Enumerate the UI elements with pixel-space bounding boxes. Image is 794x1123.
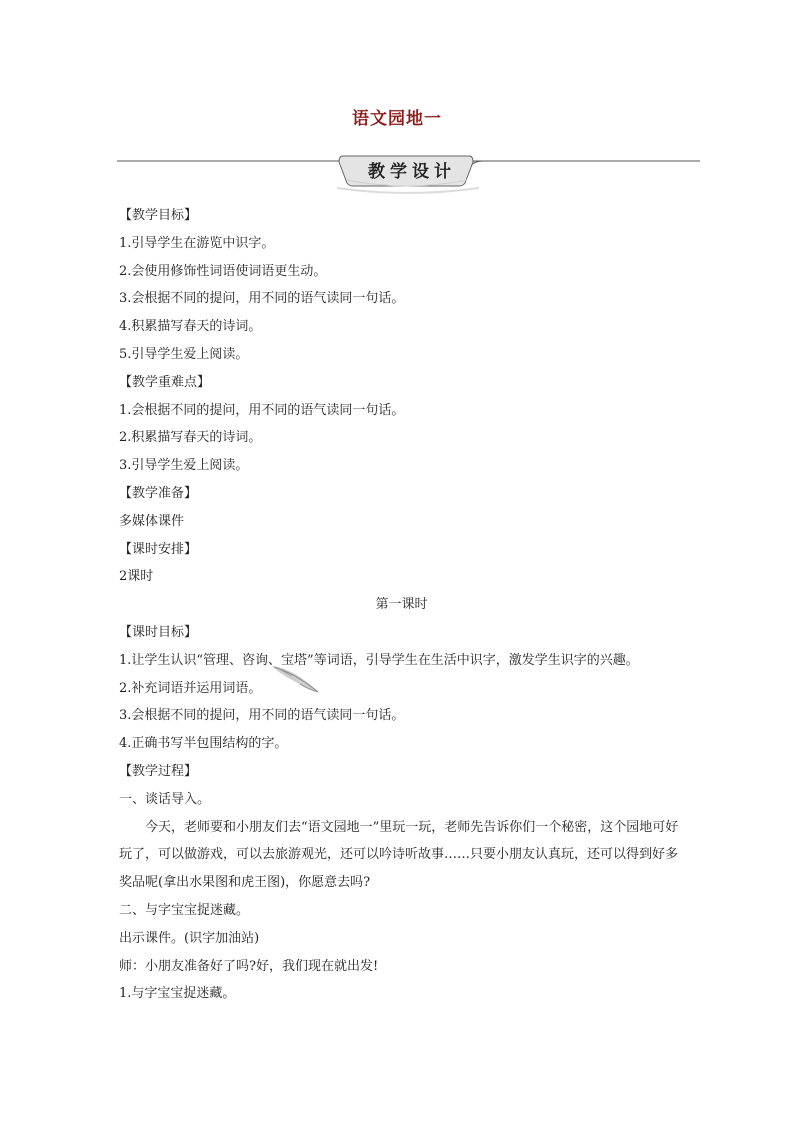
key-item: 3.引导学生爱上阅读。 [119,458,249,474]
key-heading: 【教学重难点】 [119,374,211,390]
lesson-goal-item: 2.补充词语并运用词语。 [119,680,262,696]
teacher-text: 师：小朋友准备好了吗?好，我们现在就出发! [119,958,379,974]
section-banner [117,150,700,195]
lesson-goals-heading: 【课时目标】 [119,624,198,640]
goals-heading: 【教学目标】 [119,208,198,223]
prep-heading: 【教学准备】 [119,485,198,501]
step-heading: 一、谈话导入。 [119,791,211,807]
schedule-heading: 【课时安排】 [119,541,198,557]
goal-item: 5.引导学生爱上阅读。 [119,346,249,362]
key-item: 2.积累描写春天的诗词。 [119,430,262,446]
lesson-goal-item: 4.正确书写半包围结构的字。 [119,736,288,752]
goal-item: 4.积累描写春天的诗词。 [119,319,262,335]
key-item: 1.会根据不同的提问，用不同的语气读同一句话。 [119,402,405,418]
schedule-text: 2课时 [119,569,154,585]
process-heading: 【教学过程】 [119,763,198,779]
lesson-title: 第一课时 [375,597,428,613]
lesson-goal-item: 3.会根据不同的提问，用不同的语气读同一句话。 [119,708,405,724]
banner-text: 教学设计 [368,162,456,182]
document-body [119,202,684,1008]
show-text: 出示课件。(识字加油站) [119,930,260,946]
goal-item: 2.会使用修饰性词语使词语更生动。 [119,263,327,279]
page-title: 语文园地一 [352,109,442,129]
goal-item: 3.会根据不同的提问，用不同的语气读同一句话。 [119,291,405,307]
prep-text: 多媒体课件 [119,513,185,529]
step-heading: 二、与字宝宝捉迷藏。 [119,902,250,918]
lesson-goal-item: 1.让学生认识“管理、咨询、宝塔”等词语，引导学生在生活中识字，激发学生识字的兴趣。 [119,652,639,668]
sub-step: 1.与字宝宝捉迷藏。 [119,986,236,1002]
step-paragraph: 今天，老师要和小朋友们去“语文园地一”里玩一玩，老师先告诉你们一个秘密，这个园地可好玩了，可以做游戏，可以去旅游观光，还可以吟诗听故事……只要小朋友认真玩，还可以得到好多奖品呢(拿出水果图和虎王图)，你愿意去吗? [119,819,679,891]
goal-item: 1.引导学生在游览中识字。 [119,235,275,251]
